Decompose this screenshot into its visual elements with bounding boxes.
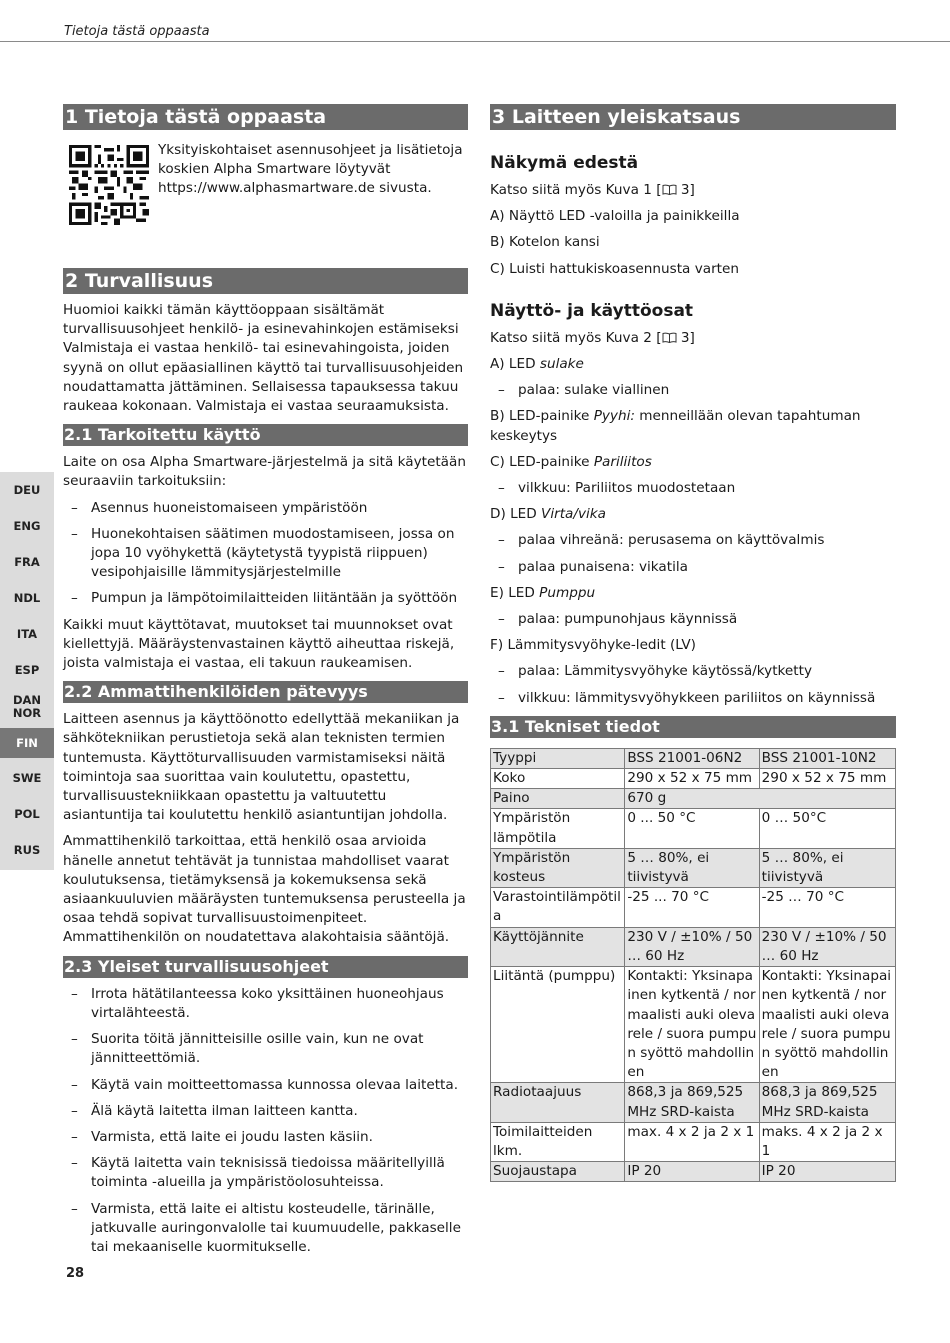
list-item: – palaa: sulake viallinen bbox=[490, 381, 896, 400]
list-item: – Käytä vain moitteettomassa kunnossa olevaa laitetta. bbox=[63, 1076, 468, 1095]
right-column bbox=[490, 104, 896, 1182]
lang-dan-nor[interactable]: DAN NOR bbox=[12, 693, 42, 720]
book-icon bbox=[662, 184, 677, 195]
list-item: – Asennus huoneistomaiseen ympäristöön bbox=[63, 499, 468, 518]
lang-deu[interactable]: DEU bbox=[13, 483, 41, 497]
section-1-title: 1 Tietoja tästä oppaasta bbox=[63, 104, 468, 130]
language-sidebar bbox=[0, 472, 54, 870]
lang-eng[interactable]: ENG bbox=[13, 519, 41, 533]
table-row: Ympäristön lämpötila 0 ... 50 °C 0 … 50°C bbox=[491, 809, 896, 848]
qualification-paragraph-2: Ammattihenkilö tarkoittaa, että henkilö osaa arvioida hänelle annetut tehtävät ja tunnistaa mahdolliset vaarat koulutuksensa, tietämyksensä ja kokemuksensa sekä asiaankuuluvien määräysten tuntemuksensa perusteella ja osaa tehdä sopivat turvallisuustoimenpiteet. Ammattihenkilön on noudatettava alakohtaisia sääntöjä. bbox=[63, 833, 466, 946]
qr-block bbox=[63, 142, 468, 225]
qr-description: Yksityiskohtaiset asennusohjeet ja lisätietoja koskien Alpha Smartware löytyvät https://www.alphasmartware.de sivusta. bbox=[158, 142, 463, 197]
section-2-title: 2 Turvallisuus bbox=[63, 268, 468, 294]
lang-esp[interactable]: ESP bbox=[14, 663, 40, 677]
tech-spec-table bbox=[490, 748, 896, 1182]
intended-use-outro: Kaikki muut käyttötavat, muutokset tai muunnokset ovat kiellettyjä. Määräystenvastainen käyttö aiheuttaa riskejä, joista valmistaja ei vastaa, eli takuun raukeamisen. bbox=[63, 616, 455, 672]
qualification-paragraph-1: Laitteen asennus ja käyttöönotto edellyttää mekaniikan ja sähkötekniikan perustietoja sekä alan teknisten termien tuntemusta. Käyttöturvallisuuden varmistamiseksi näitä toimintoja saa suorittaa vain koulutettu, opastettu, turvallisuustekniikkaan opastettu ja valtuutettu asiantuntija tai koulutettu henkilö asiantuntijan johdolla. bbox=[63, 711, 460, 824]
front-view-item-a: A) Näyttö LED -valoilla ja painikkeilla bbox=[490, 208, 740, 225]
list-item: – Suorita töitä jännitteisille osille vain, kun ne ovat jännitteettömiä. bbox=[63, 1030, 468, 1068]
table-row: Varastointilämpötila -25 ... 70 °C -25 … 70 °C bbox=[491, 888, 896, 927]
table-row: Tyyppi BSS 21001-06N2 BSS 21001-10N2 bbox=[491, 748, 896, 768]
table-row: Radiotaajuus 868,3 ja 869,525 MHz SRD-kaista 868,3 ja 869,525 MHz SRD-kaista bbox=[491, 1083, 896, 1122]
list-item: – vilkkuu: lämmitysvyöhykkeen pariliitos on käynnissä bbox=[490, 689, 896, 708]
front-view-item-c: C) Luisti hattukiskoasennusta varten bbox=[490, 260, 739, 277]
list-item: – Käytä laitetta vain teknisissä tiedoissa määritellyillä toiminta -alueilla ja ympäristöolosuhteissa. bbox=[63, 1154, 468, 1192]
list-item: – vilkkuu: Pariliitos muodostetaan bbox=[490, 479, 896, 498]
control-item-b: B) LED-painike Pyyhi: menneillään olevan tapahtuman keskeytys bbox=[490, 408, 861, 444]
intended-use-intro: Laite on osa Alpha Smartware-järjestelmä ja sitä käytetään seuraaviin tarkoituksiin: bbox=[63, 454, 466, 490]
list-item: – Älä käytä laitetta ilman laitteen kantta. bbox=[63, 1102, 468, 1121]
controls-title: Näyttö- ja käyttöosat bbox=[490, 300, 694, 321]
list-item: – Varmista, että laite ei altistu kosteudelle, tärinälle, jatkuvalle auringonvalolle tai kuumuudelle, pakkaselle tai mekaaniselle kuormitukselle. bbox=[63, 1200, 468, 1258]
table-row: Liitäntä (pumppu) Kontakti: Yksinapainen kytkentä / normaalisti auki oleva rele / suora pumpun syöttö mahdollinen Kontakti: Yksinapainen kytkentä / normaalisti auki oleva rele / suora pumpun syöttö mahdollinen bbox=[491, 967, 896, 1083]
lang-fra[interactable]: FRA bbox=[14, 555, 40, 569]
left-column bbox=[63, 104, 468, 1257]
front-view-title: Näkymä edestä bbox=[490, 153, 639, 173]
front-view-item-b: B) Kotelon kansi bbox=[490, 234, 600, 251]
section-3-title: 3 Laitteen yleiskatsaus bbox=[490, 104, 896, 130]
table-row: Paino 670 g bbox=[491, 789, 896, 809]
list-item: – palaa vihreänä: perusasema on käyttövalmis bbox=[490, 531, 896, 550]
lang-fin[interactable]: FIN bbox=[0, 728, 54, 758]
header-rule bbox=[0, 41, 950, 42]
lang-ita[interactable]: ITA bbox=[16, 627, 38, 641]
page-number: 28 bbox=[66, 1266, 85, 1281]
list-item: – Huonekohtaisen säätimen muodostamiseen, jossa on jopa 10 vyöhykettä (käytetystä tyypistä riippuen) vesipohjaisille lämmitysjärjestelmille bbox=[63, 525, 468, 583]
list-item: – Irrota hätätilanteessa koko yksittäinen huoneohjaus virtalähteestä. bbox=[63, 985, 468, 1023]
table-row: Suojaustapa IP 20 IP 20 bbox=[491, 1162, 896, 1182]
book-icon bbox=[662, 332, 677, 343]
lang-ndl[interactable]: NDL bbox=[13, 591, 41, 605]
front-view-reference: Katso siitä myös Kuva 1 [ 3] bbox=[490, 182, 695, 198]
running-header: Tietoja tästä oppaasta bbox=[64, 24, 210, 39]
list-item: – Pumpun ja lämpötoimilaitteiden liitäntään ja syöttöön bbox=[63, 589, 468, 608]
section-3-1-title: 3.1 Tekniset tiedot bbox=[490, 716, 896, 738]
control-item-c: C) LED-painike Pariliitos bbox=[490, 453, 652, 470]
section-2-2-title: 2.2 Ammattihenkilöiden pätevyys bbox=[63, 681, 468, 703]
table-row: Käyttöjännite 230 V / ±10% / 50 … 60 Hz 230 V / ±10% / 50 … 60 Hz bbox=[491, 927, 896, 966]
list-item: – palaa: Lämmitysvyöhyke käytössä/kytketty bbox=[490, 662, 896, 681]
list-item: – palaa: pumpunohjaus käynnissä bbox=[490, 610, 896, 629]
lang-swe[interactable]: SWE bbox=[12, 771, 42, 785]
list-item: – Varmista, että laite ei joudu lasten käsiin. bbox=[63, 1128, 468, 1147]
qr-code-icon[interactable] bbox=[69, 145, 149, 225]
section-2-3-title: 2.3 Yleiset turvallisuusohjeet bbox=[63, 956, 468, 978]
table-row: Koko 290 x 52 x 75 mm 290 x 52 x 75 mm bbox=[491, 769, 896, 789]
table-row: Toimilaitteiden lkm. max. 4 x 2 ja 2 x 1 maks. 4 x 2 ja 2 x 1 bbox=[491, 1122, 896, 1161]
control-item-a: A) LED sulake bbox=[490, 356, 584, 373]
controls-reference: Katso siitä myös Kuva 2 [ 3] bbox=[490, 329, 695, 346]
lang-rus[interactable]: RUS bbox=[13, 843, 41, 857]
safety-intro: Huomioi kaikki tämän käyttöoppaan sisältämät turvallisuusohjeet henkilö- ja esinevahinkojen estämiseksi Valmistaja ei vastaa henkilö- tai esinevahingoista, joiden syynä on ollut epäasiallinen käyttö tai turvallisuusohjeiden noudattamatta jättäminen. Sellaisessa tapauksessa takuu raukeaa kokonaan. Valmistaja ei vastaa seuraamuksista. bbox=[63, 302, 464, 415]
list-item: – palaa punaisena: vikatila bbox=[490, 558, 896, 577]
control-item-d: D) LED Virta/vika bbox=[490, 506, 606, 523]
section-2-1-title: 2.1 Tarkoitettu käyttö bbox=[63, 424, 468, 446]
control-item-e: E) LED Pumppu bbox=[490, 584, 596, 601]
table-row: Ympäristön kosteus 5 … 80%, ei tiivistyvä 5 … 80%, ei tiivistyvä bbox=[491, 848, 896, 887]
lang-pol[interactable]: POL bbox=[14, 807, 40, 821]
control-item-f: F) Lämmitysvyöhyke-ledit (LV) bbox=[490, 637, 696, 654]
